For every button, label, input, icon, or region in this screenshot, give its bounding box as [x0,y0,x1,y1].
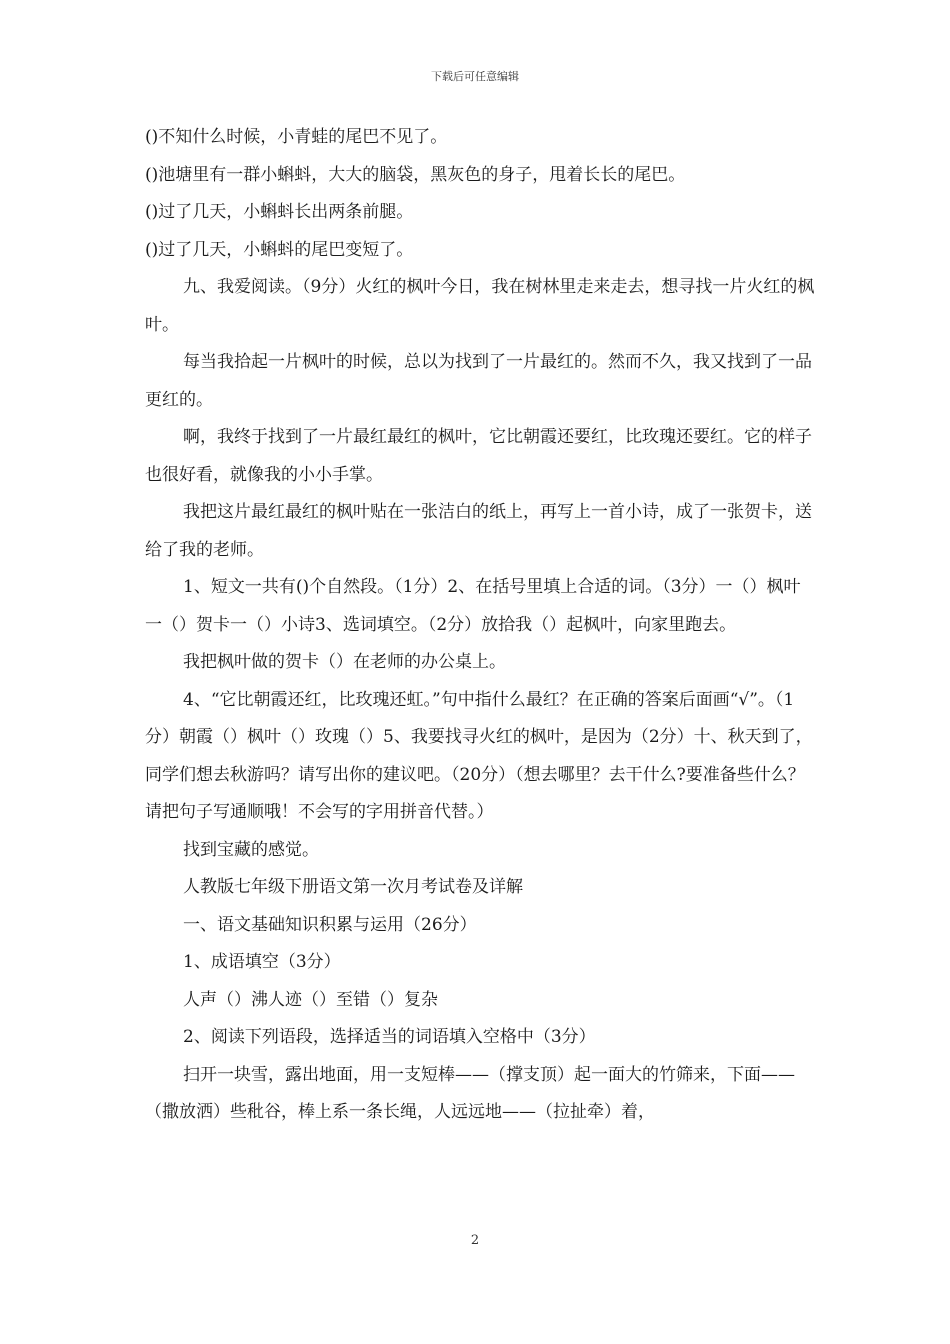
paragraph-questions-4-10: 4、“它比朝霞还红，比玫瑰还虹。”句中指什么最红？在正确的答案后面画“√”。（1分）朝霞（）枫叶（）玫瑰（）5、我要找寻火红的枫叶，是因为（2分）十、秋天到了，同学们想去秋游吗？请写出你的建议吧。（20分）（想去哪里？去干什么?要准备些什么？请把句子写通顺哦！不会写的字用拼音代替。） [145,689,813,822]
paragraph-sequence-3: ()过了几天，小蝌蚪长出两条前腿。 [145,202,414,222]
paragraph-sequence-2: ()池塘里有一群小蝌蚪，大大的脑袋，黑灰色的身子，甩着长长的尾巴。 [145,164,686,185]
paragraph-treasure: 找到宝藏的感觉。 [183,839,319,860]
paragraph-reading-intro: 九、我爱阅读。（9分）火红的枫叶今日，我在树林里走来走去，想寻找一片火红的枫叶。 [145,277,815,335]
page-header-note: 下载后可任意编辑 [431,70,519,83]
paragraph-reading-passage: 扫开一块雪，露出地面，用一支短棒——（撑支顶）起一面大的竹筛来，下面——（撒放洒）些秕谷，棒上系一条长绳，人远远地——（拉扯牵）着， [145,1064,795,1122]
paragraph-question-3b: 我把枫叶做的贺卡（）在老师的办公桌上。 [183,652,506,672]
paragraph-sequence-4: ()过了几天，小蝌蚪的尾巴变短了。 [145,239,414,260]
paragraph-reading-heading: 2、阅读下列语段，选择适当的词语填入空格中（3分） [183,1027,596,1047]
page-number: 2 [470,1233,480,1248]
document-body [145,119,815,1132]
paragraph-sequence-1: ()不知什么时候，小青蛙的尾巴不见了。 [145,127,448,147]
paragraph-reading-4: 我把这片最红最红的枫叶贴在一张洁白的纸上，再写上一首小诗，成了一张贺卡，送给了我的老师。 [145,502,812,560]
paragraph-idiom-items: 人声（）沸人迹（）至错（）复杂 [183,989,438,1010]
paragraph-idiom-heading: 1、成语填空（3分） [183,952,341,972]
paragraph-reading-2: 每当我拾起一片枫叶的时候，总以为找到了一片最红的。然而不久，我又找到了一品更红的。 [145,352,812,410]
paragraph-questions-1-3: 1、短文一共有()个自然段。（1分）2、在括号里填上合适的词。（3分）一（）枫叶一（）贺卡一（）小诗3、选词填空。（2分）放拾我（）起枫叶，向家里跑去。 [145,577,801,635]
paragraph-exam-title: 人教版七年级下册语文第一次月考试卷及详解 [183,877,523,897]
paragraph-reading-3: 啊，我终于找到了一片最红最红的枫叶，它比朝霞还要红，比玫瑰还要红。它的样子也很好看，就像我的小小手掌。 [145,427,812,485]
paragraph-section-1: 一、语文基础知识积累与运用（26分） [183,914,477,935]
